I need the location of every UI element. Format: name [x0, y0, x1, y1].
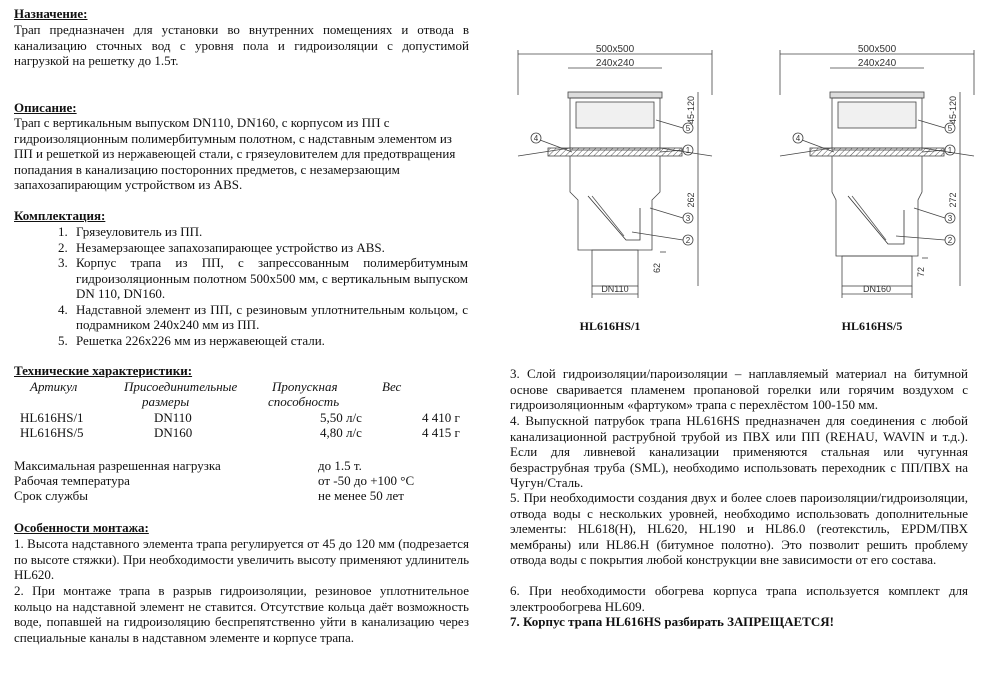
- mounting-p4: 4. Выпускной патрубок трапа HL616HS предназначен для соединения с любой канализационной раструбной трубой из ПВХ или ПП (REHAU, WAVIN и т.д.). Если для ливневой канализации применяются стальная или чугунная безраструбная труба (SML), необходимо использовать переходник с ПП/ПВХ на Чугун/Сталь.: [510, 413, 968, 490]
- mounting-p5: 5. При необходимости создания двух и более слоев пароизоляции/гидроизоляции, отвода воды с нескольких уровней, необходимо использовать дополнительные элементы: HL618(H), HL620, HL190 и HL86.0 (геотекстиль, EPDM/ПВХ мембраны) или HL86.H (битумное полотно). Это позволит решить проблему отвода воды с покрытия любой конструкции вне зависимости от его состава.: [510, 490, 968, 567]
- cell-weight: 4 415 г: [422, 425, 460, 440]
- dim-dn: DN160: [862, 284, 892, 294]
- drawings: [500, 40, 980, 340]
- param-label: Рабочая температура: [14, 473, 130, 488]
- callout: 5: [685, 124, 691, 133]
- list-item: 3. Корпус трапа из ПП, с запрессованным полимербитумным гидроизоляционным полотном 500x500 мм, с вертикальным выпуском DN 110, DN160.: [58, 255, 468, 301]
- list-item: 2. Незамерзающее запахозапирающее устройство из ABS.: [58, 239, 385, 255]
- mounting-p2: 2. При монтаже трапа в разрыв гидроизоляции, резиновое уплотнительное кольцо на надставной элемент не ставится. Отсутствие кольца даёт возможность воде, попавшей на гидроизоляцию беспрепятственно уйти в канализацию через специальные каналы в надставном элементе и корпусе трапа.: [14, 583, 469, 645]
- specs-table-header: [14, 379, 474, 394]
- param-value: не менее 50 лет: [318, 488, 404, 503]
- col-size: Присоединительные: [124, 379, 238, 394]
- dim-outlet: 62: [652, 262, 662, 274]
- list-item: 4. Надставной элемент из ПП, с резиновым уплотнительным кольцом, с подрамником 240x240 мм из ПП.: [58, 301, 468, 332]
- param-value: до 1.5 т.: [318, 458, 362, 473]
- purpose-text: Трап предназначен для установки во внутренних помещениях и отвода в канализацию сточных вод с уровня пола и гидроизоляции с допустимой нагрузкой на решетку до 1.5т.: [14, 22, 469, 68]
- callout: 4: [533, 134, 539, 143]
- dim-dn: DN110: [601, 284, 629, 294]
- col-weight: Вес: [382, 379, 402, 394]
- callout: 3: [947, 214, 953, 223]
- table-row: [14, 410, 474, 425]
- param-label: Срок службы: [14, 488, 88, 503]
- mounting-p1: 1. Высота надставного элемента трапа регулируется от 45 до 120 мм (подрезается по высоте стяжки). При необходимости увеличить высоту применяют удлинитель HL620.: [14, 536, 469, 582]
- dim-height: 262: [686, 192, 696, 208]
- dim-inner: 240x240: [857, 58, 897, 69]
- param-row: [14, 488, 474, 503]
- specs-table-header-2: [14, 394, 474, 409]
- table-row: [14, 425, 474, 440]
- callout: 2: [947, 236, 953, 245]
- model-label: HL616HS/5: [841, 319, 903, 333]
- mounting-heading: Особенности монтажа:: [14, 520, 149, 535]
- list-item: 5. Решетка 226x226 мм из нержавеющей стали.: [58, 332, 325, 348]
- cell-flow: 4,80 л/с: [320, 425, 362, 440]
- cell-article: HL616HS/5: [20, 425, 84, 440]
- cell-weight: 4 410 г: [422, 410, 460, 425]
- callout: 2: [685, 236, 691, 245]
- description-heading: Описание:: [14, 100, 77, 115]
- col-article: Артикул: [30, 379, 78, 394]
- purpose-heading: Назначение:: [14, 6, 88, 21]
- drawing-hl616hs-1: [518, 44, 712, 298]
- list-item: 1. Грязеуловитель из ПП.: [58, 224, 203, 239]
- callout: 3: [685, 214, 691, 223]
- cell-size: DN160: [154, 425, 193, 440]
- mounting-p6: 6. При необходимости обогрева корпуса трапа используется комплект для электрообогрева HL609.: [510, 583, 968, 614]
- dim-outer: 500x500: [595, 44, 635, 55]
- dim-adj: 45-120: [948, 95, 958, 125]
- col-flow: Пропускная: [272, 379, 338, 394]
- kit-list: [58, 224, 468, 348]
- mounting-p3: 3. Слой гидроизоляции/пароизоляции – наплавляемый материал на битумной основе сваривается пламенем пропановой горелки или горячим воздухом с гидроизоляционным «фартуком» трапа с перехлёстом 100-150 мм.: [510, 366, 968, 412]
- cell-flow: 5,50 л/с: [320, 410, 362, 425]
- param-label: Максимальная разрешенная нагрузка: [14, 458, 221, 473]
- callout: 1: [947, 146, 953, 155]
- cell-article: HL616HS/1: [20, 410, 84, 425]
- col-flow-2: способность: [268, 394, 340, 409]
- col-size-2: размеры: [142, 394, 190, 409]
- cell-size: DN110: [154, 410, 192, 425]
- dim-adj: 45-120: [686, 95, 696, 125]
- drawing-hl616hs-5: [780, 44, 974, 298]
- callout: 1: [685, 146, 691, 155]
- mounting-p7: 7. Корпус трапа HL616HS разбирать ЗАПРЕЩАЕТСЯ!: [510, 614, 834, 629]
- dim-inner: 240x240: [595, 58, 635, 69]
- dim-outlet: 72: [916, 266, 926, 278]
- description-text: Трап с вертикальным выпуском DN110, DN160, с корпусом из ПП с гидроизоляционным полимербитумным полотном, с надставным элементом из ПП и решеткой из нержавеющей стали, с грязеуловителем для предотвращения попадания в канализацию посторонних предметов, с незамерзающим запахозапирающим устройством из ABS.: [14, 115, 456, 192]
- param-row: [14, 473, 474, 488]
- dim-height: 272: [948, 192, 958, 208]
- dim-outer: 500x500: [857, 44, 897, 55]
- model-label: HL616HS/1: [579, 319, 641, 333]
- param-row: [14, 458, 474, 473]
- param-value: от -50 до +100 °C: [318, 473, 415, 488]
- callout: 4: [795, 134, 801, 143]
- kit-heading: Комплектация:: [14, 208, 106, 223]
- callout: 5: [947, 124, 953, 133]
- specs-heading: Технические характеристики:: [14, 363, 193, 378]
